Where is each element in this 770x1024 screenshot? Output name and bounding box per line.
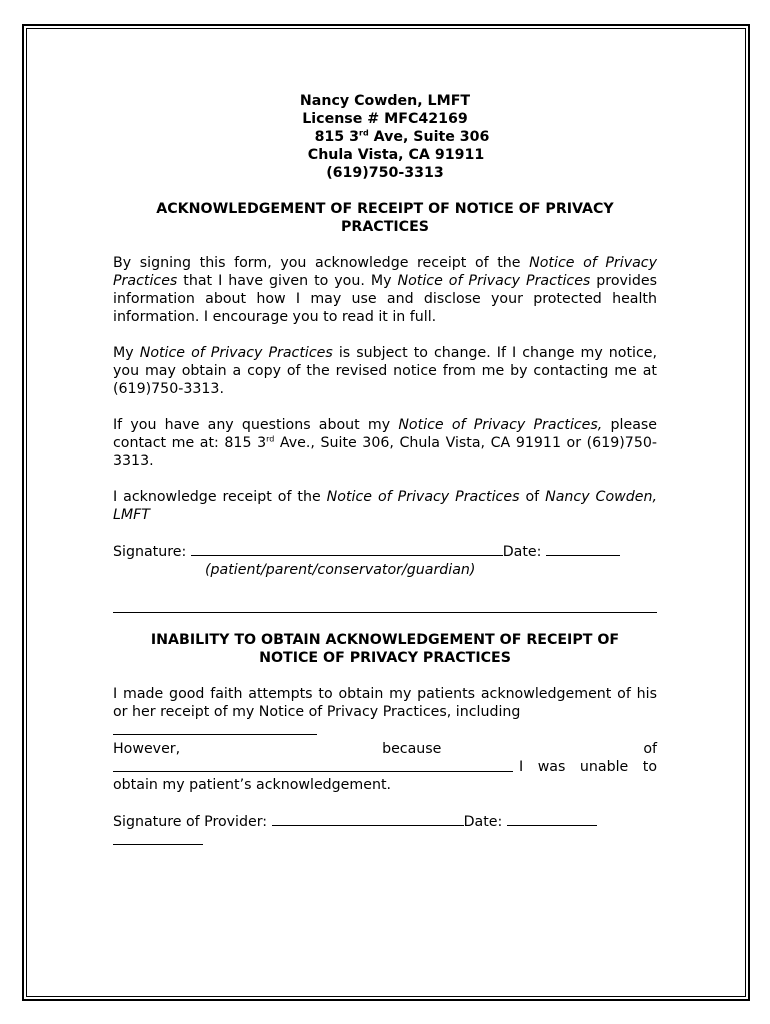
provider-date-field[interactable] — [507, 812, 597, 826]
date-label: Date: — [502, 544, 546, 560]
p1-text-c: provides information about how I may use and disclose your protected health information. I encourage you to read it in full. — [113, 273, 657, 325]
provider-address-line2: Chula Vista, CA 91911 — [307, 147, 485, 163]
reason-line — [113, 758, 657, 776]
signature-label: Signature: — [113, 544, 191, 560]
signature-line — [113, 542, 657, 561]
address-superscript: rd — [359, 128, 369, 138]
provider-phone: (619)750-3313 — [326, 165, 444, 181]
p2-notice-ref: Notice of Privacy Practices — [139, 345, 333, 361]
inability-title — [113, 631, 657, 667]
document-body — [113, 92, 657, 850]
acknowledgement-title-line2: PRACTICES — [341, 219, 429, 235]
provider-license: License # MFC42169 — [302, 111, 468, 127]
provider-date-field-continued[interactable] — [113, 831, 203, 845]
p1-notice-ref-1: Notice of Privacy Practices — [113, 255, 657, 289]
p3-text-a: If you have any questions about my — [113, 417, 399, 433]
provider-address-line1 — [113, 128, 657, 146]
acknowledgement-title-line1: ACKNOWLEDGEMENT OF RECEIPT OF NOTICE OF PRIVACY — [156, 201, 614, 217]
p2-text-a: My — [113, 345, 140, 361]
date-field[interactable] — [546, 542, 620, 556]
acknowledgement-title — [113, 200, 657, 236]
p4-provider-name: Nancy Cowden, LMFT — [113, 489, 657, 523]
address-number: 815 3 — [314, 129, 359, 145]
signature-field[interactable] — [191, 542, 503, 556]
p4-text-a: I acknowledge receipt of the — [113, 489, 327, 505]
however-word: However, — [113, 741, 181, 757]
p1-text-b: that I have given to you. My — [177, 273, 398, 289]
paragraph-good-faith: I made good faith attempts to obtain my patients acknowledgement of his or her receipt of my Notice of Privacy Practices, including — [113, 686, 657, 720]
provider-signature-label: Signature of Provider: — [113, 814, 272, 830]
p1-notice-ref-2: Notice of Privacy Practices — [397, 273, 591, 289]
inability-title-line2: NOTICE OF PRIVACY PRACTICES — [259, 650, 511, 666]
p3-text-b: please contact me at: 815 3 — [113, 417, 658, 451]
reason-field[interactable] — [113, 758, 513, 772]
because-word: because — [382, 741, 442, 757]
address-street: Ave, Suite 306 — [368, 129, 490, 145]
unable-text: I was unable to — [519, 759, 657, 775]
signature-caption: (patient/parent/conservator/guardian) — [205, 562, 476, 578]
p1-text-a: By signing this form, you acknowledge receipt of the — [113, 255, 530, 271]
provider-signature-line — [113, 812, 657, 831]
provider-name: Nancy Cowden, LMFT — [299, 93, 471, 109]
provider-header — [113, 92, 657, 182]
paragraph-acknowledge — [113, 488, 657, 524]
p2-text-b: is subject to change. If I change my notice, you may obtain a copy of the revised notice from me by contacting me at (619)750-3313. — [113, 345, 657, 397]
patient-ack-text: obtain my patient’s acknowledgement. — [113, 777, 392, 793]
of-word: of — [643, 741, 657, 757]
inability-title-line1: INABILITY TO OBTAIN ACKNOWLEDGEMENT OF RECEIPT OF — [150, 632, 620, 648]
section-divider — [113, 612, 657, 613]
provider-signature-field[interactable] — [272, 812, 464, 826]
attempts-field[interactable] — [113, 721, 317, 735]
attempts-blank-row — [113, 721, 657, 740]
provider-date-continuation-row — [113, 831, 657, 850]
however-line — [113, 740, 657, 758]
paragraph-signing — [113, 254, 657, 326]
provider-date-label: Date: — [463, 814, 507, 830]
p3-notice-ref: Notice of Privacy Practices, — [398, 417, 603, 433]
p4-notice-ref: Notice of Privacy Practices — [326, 489, 520, 505]
paragraph-questions — [113, 416, 657, 470]
p3-text-c: Ave., Suite 306, Chula Vista, CA 91911 or (619)750-3313. — [113, 435, 657, 469]
p4-text-b: of — [519, 489, 546, 505]
p3-superscript: rd — [266, 434, 275, 444]
paragraph-change — [113, 344, 657, 398]
